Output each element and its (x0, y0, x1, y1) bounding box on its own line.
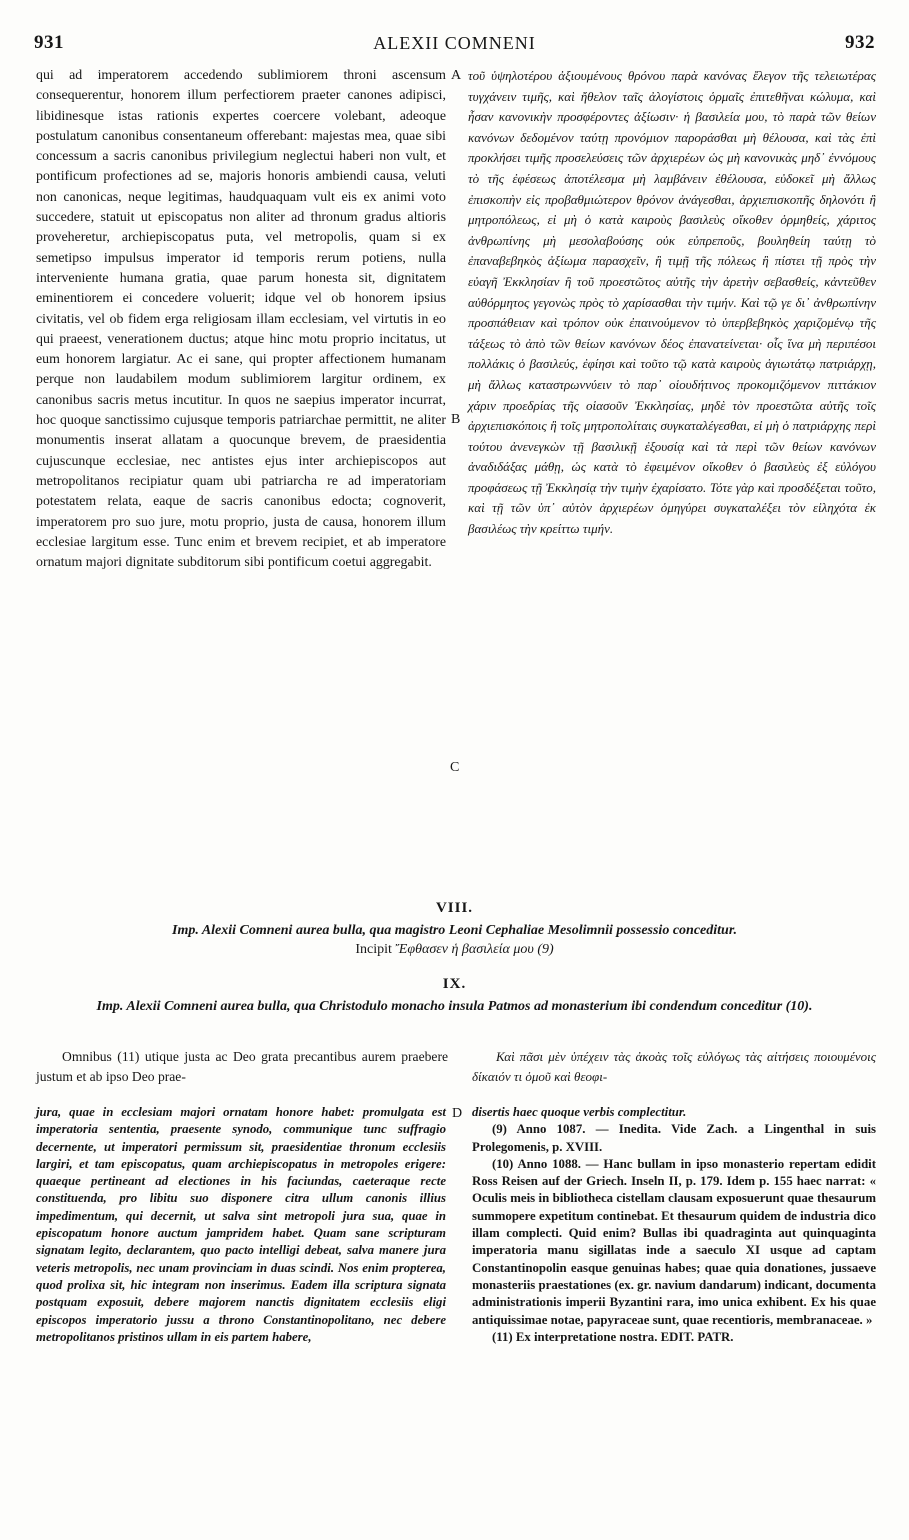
greek-column-bottom: Καὶ πᾶσι μὲν ὑπέχειν τὰς ἀκοὰς τοῖς εὐλόγως τὰς αἰτήσεις ποιουμένοις δίκαιόν τι ὁμοῦ καὶ θεοφι- (472, 1049, 876, 1084)
margin-marker-d: D (452, 1106, 463, 1121)
page-header (34, 32, 875, 58)
section-8-title: Imp. Alexii Comneni aurea bulla, qua magistro Leoni Cephaliae Mesolimnii possessio conceditur. (172, 923, 737, 938)
running-title: ALEXII COMNENI (373, 33, 536, 53)
incipit-text: Ἔφθασεν ἡ βασιλεία μου (9) (395, 942, 554, 957)
latin-note-text: jura, quae in ecclesiam majori ornatam honore habet: promulgata est imperatoria sententia, praesente synodo, communique tunc suffragio decernente, ut imperatori permissum sit, praesidentiae thronum ecclesiis largiri, et tam episcopatus, quam archiepiscopatus in metropoles erigere: quaeque pertineant ad electiones in his faciundas, caeteraque recte constituenda, pro libitu suo disponere citra ullum canonis illius impedimentum, qui decernit, ut salva sint metropoli jura sua, quae in episcopatum honore auctum jampridem habet. Quam sane scripturam signatam legito, declarantem, quo pacto intelligi debeat, salva manere jura veteris metropolis, nec unam provinciam in duas scindi. Nos enim propterea, quod prolixa sit, hic integram non inserimus. Eadem illa scriptura signata postquam exposuit, debere majorem nanctis dignitatem ecclesiis eligi episcopos imperatorio jussu a throno Constantinopolitano, nec debere metropolitanos pristinos ullam in eis partem habere, (36, 1105, 446, 1344)
footnote-11: (11) Ex interpretatione nostra. EDIT. PATR. (492, 1329, 734, 1344)
section-9-number: IX. (442, 976, 467, 992)
section-8-incipit (30, 941, 879, 959)
footnote-9: (9) Anno 1087. — Inedita. Vide Zach. a Lingenthal in suis Prolegomenis, p. XVIII. (472, 1122, 876, 1154)
greek-column-top: τοῦ ὑψηλοτέρου ἀξιουμένους θρόνου παρὰ κανόνας ἔλεγον τῆς τελειωτέρας τυγχάνειν τιμῆς, καὶ ἤθελον ταῖς ἀλογίστοις ὁρμαῖς ἐπιτεθῆναι κώλυμα, καὶ ἦσαν κανονικὴν προσφέροντες ἀξίωσιν· ἡ βασιλεία μου, τὸ παρὰ τῶν θείων κανόνων δεδομένον ταύτῃ προνόμιον παροράσθαι μὴ θέλουσα, καὶ τὰς ἐπὶ προκλήσει τιμῆς προσελεύσεις τῶν ἀρχιερέων ὡς μὴ κανονικὰς μηδ᾽ ἐννόμους τὸ τῆς ἐφέσεως ἀποτέλεσμα μὴ λαμβάνειν ἐθέλουσα, εὐδοκεῖ μὴ ἄλλως ἐπισκοπὴν εἰς προβαθμιώτερον θρόνον ἀνάγεσθαι, ἀρχιεπισκοπῆς δηλονότι ἢ μητροπόλεως, εἰ μὴ ὁ κατὰ καιροὺς βασιλεὺς οἴκοθεν ὁρμηθείς, χάριτος ἀνθρωπίνης μὴ μεσολαβούσης οὐκ εὐπρεποῦς, βουληθείη ταύτῃ τὸ ἐπαναβεβηκὸς ἀξίωμα παρασχεῖν, ἢ τιμῇ τῆς πόλεως ἢ πίστει τῇ πρὸς τὴν εὐαγῆ Ἐκκλησίαν ἢ τοῦ προεστῶτος αὐτῆς τὴν ἀρετὴν σεβασθείς, κἀντεῦθεν αὐθόρμητος γεγονὼς πρὸς τὸ χαρίσασθαι τὴν τιμήν. Καὶ τῷ γε δι᾽ ἀνθρωπίνην προσπάθειαν καὶ τρόπον οὐκ ἐπαινούμενον τὸ ὑπερβεβηκὸς χαριζομένῳ τῆς τάξεως τὸ ἀπὸ τῶν θείων κανόνων δέος ἐπανατείνεται· οἷς ἵνα μὴ περιπέσοι πολλάκις ὁ βασιλεύς, ἐφίησι καὶ τοῦτο τῷ κατὰ καιροὺς ἁγιωτάτῳ πατριάρχῃ, μὴ ἄλλως καταστρωννύειν τὸ παρ᾽ οἱουδήτινος προκομιζόμενον πιττάκιον χάριν προεδρίας τῆς οἱασοῦν Ἐκκλησίας, μηδὲ τὸν προεστῶτα αὐτῆς τοῖς ἀρχιεπισκόποις ἢ τοῖς μητροπολίταις συγκαταλέγεσθαι, εἰ μὴ ὁ πατριάρχης περὶ τούτου ἀνενεγκὼν τῇ βασιλικῇ ἐξουσίᾳ καὶ τὰ περὶ τῶν θείων κανόνων ἀναδιδάξας μάθῃ, ὡς κατὰ τὸ ἐφειμένον οἴκοθεν ὁ βασιλεὺς ἐξ εὐλόγου προφάσεως τῇ Ἐκκλησίᾳ τὴν τιμὴν ἐχαρίσατο. Τότε γὰρ καὶ προσδέξεται τοῦτο, καὶ τῇ τῶν ὑπ᾽ αὐτὸν ἀρχιερέων ὁμηγύρει συγκαταλέξει τὸν εἰληχότα ἐκ βασιλέως τὴν κρείττω τιμήν. (468, 68, 876, 537)
section-8-number: VIII. (435, 900, 474, 916)
latin-column-bottom: Omnibus (11) utique justa ac Deo grata precantibus aurem praebere justum et ab ipso Deo prae- (36, 1049, 448, 1084)
latin-column-top: qui ad imperatorem accedendo sublimiorem throni ascensum consequerentur, honorem illum perfectiorem praeter canones adipisci, libidinesque istas rationis expertes coercere volebant, adeoque postulatum canonibus consentaneum offerebant: majestas mea, quae sibi concessum a sacris canonibus privilegium neglectui haberi non vult, et pontificum profectiones ad se, majoris honoris ambiendi causa, veluti non canonicas, neque legitimas, haudquaquam vult eis ex animi voto succedere, statuit ut episcopatus non aliter ad thronum gradus altioris proveheretur, archiepiscopatus puta, vel metropolis, quam si ex semetipso impulsus imperator id temporis rerum potiens, nulla interveniente humana gratia, quae parum honesta sit, dignitatem eminentiorem ei concedere voluerit; idque vel ob honorem ipsius civitatis, vel ob fidem erga religiosam illam ecclesiam, vel virtutis in eo qui praeest, venerationem ductus; atque hinc motu proprio incitatus, ut eum honorem largiatur. Ac ei sane, qui propter affectionem humanam perque non laudabilem modum sublimiorem largitur ordinem, ex canonibus sacris metus incutitur. In quos ne saepius imperator incurrat, hoc quoque sanctissimo cujusque temporis patriarchae permittit, ne aliter monumentis inserat allatam a quocunque brevem, de praesidentia cujuscunque ecclesiae, nec antistes ejus inter archiepiscopos aut metropolitanos recipiatur quam ubi patriarcha re ad imperatoriam potestatem relata, eaque de sacris canonibus edocta; cognoverit, imperatorem pro suo jure, motu proprio, justa de causa, honorem illum ecclesiae largitum esse. Tunc enim et brevem recipiet, et ab imperatore ornatum majori dignitate subditorum sibi pontificum coetui aggregabit. (36, 68, 446, 571)
margin-marker-c: C (450, 760, 460, 775)
footnote-10: (10) Anno 1088. — Hanc bullam in ipso monasterio repertam edidit Ross Reisen auf der Griech. Inseln II, p. 179. Idem p. 155 haec narrat: « Oculis meis in bibliotheca cistellam clausam exposuerunt quae thesaurum summopere expetitum continebat. Et thesaurum quidem de industria dico illam complecti. Quid enim? Bullas ibi quadraginta aut quinquaginta imperatoria manu sigillatas inde a saeculo XI usque ad captam Constantinopolin easque genuinas habes; quae quia donationes, jussaeve monasteriis praestationes (ex. gr. navium dandarum) indicant, documenta administrationis imperii Byzantini rara, imo unica exhibent. Ex his quae antiquissimae notae, papyraceae sunt, quae recentioris, membranaceae. » (472, 1156, 876, 1327)
footnotes (472, 1104, 876, 1346)
page-number-right: 932 (845, 32, 875, 53)
note-continuation: disertis haec quoque verbis complectitur. (472, 1105, 687, 1119)
section-9-title: Imp. Alexii Comneni aurea bulla, qua Christodulo monacho insula Patmos ad monasterium ibi condendum conceditur (10). (96, 999, 813, 1014)
margin-marker-a: A (451, 68, 462, 83)
margin-marker-b: B (451, 412, 461, 427)
page-number-left: 931 (34, 32, 64, 53)
incipit-label: Incipit (355, 942, 392, 957)
